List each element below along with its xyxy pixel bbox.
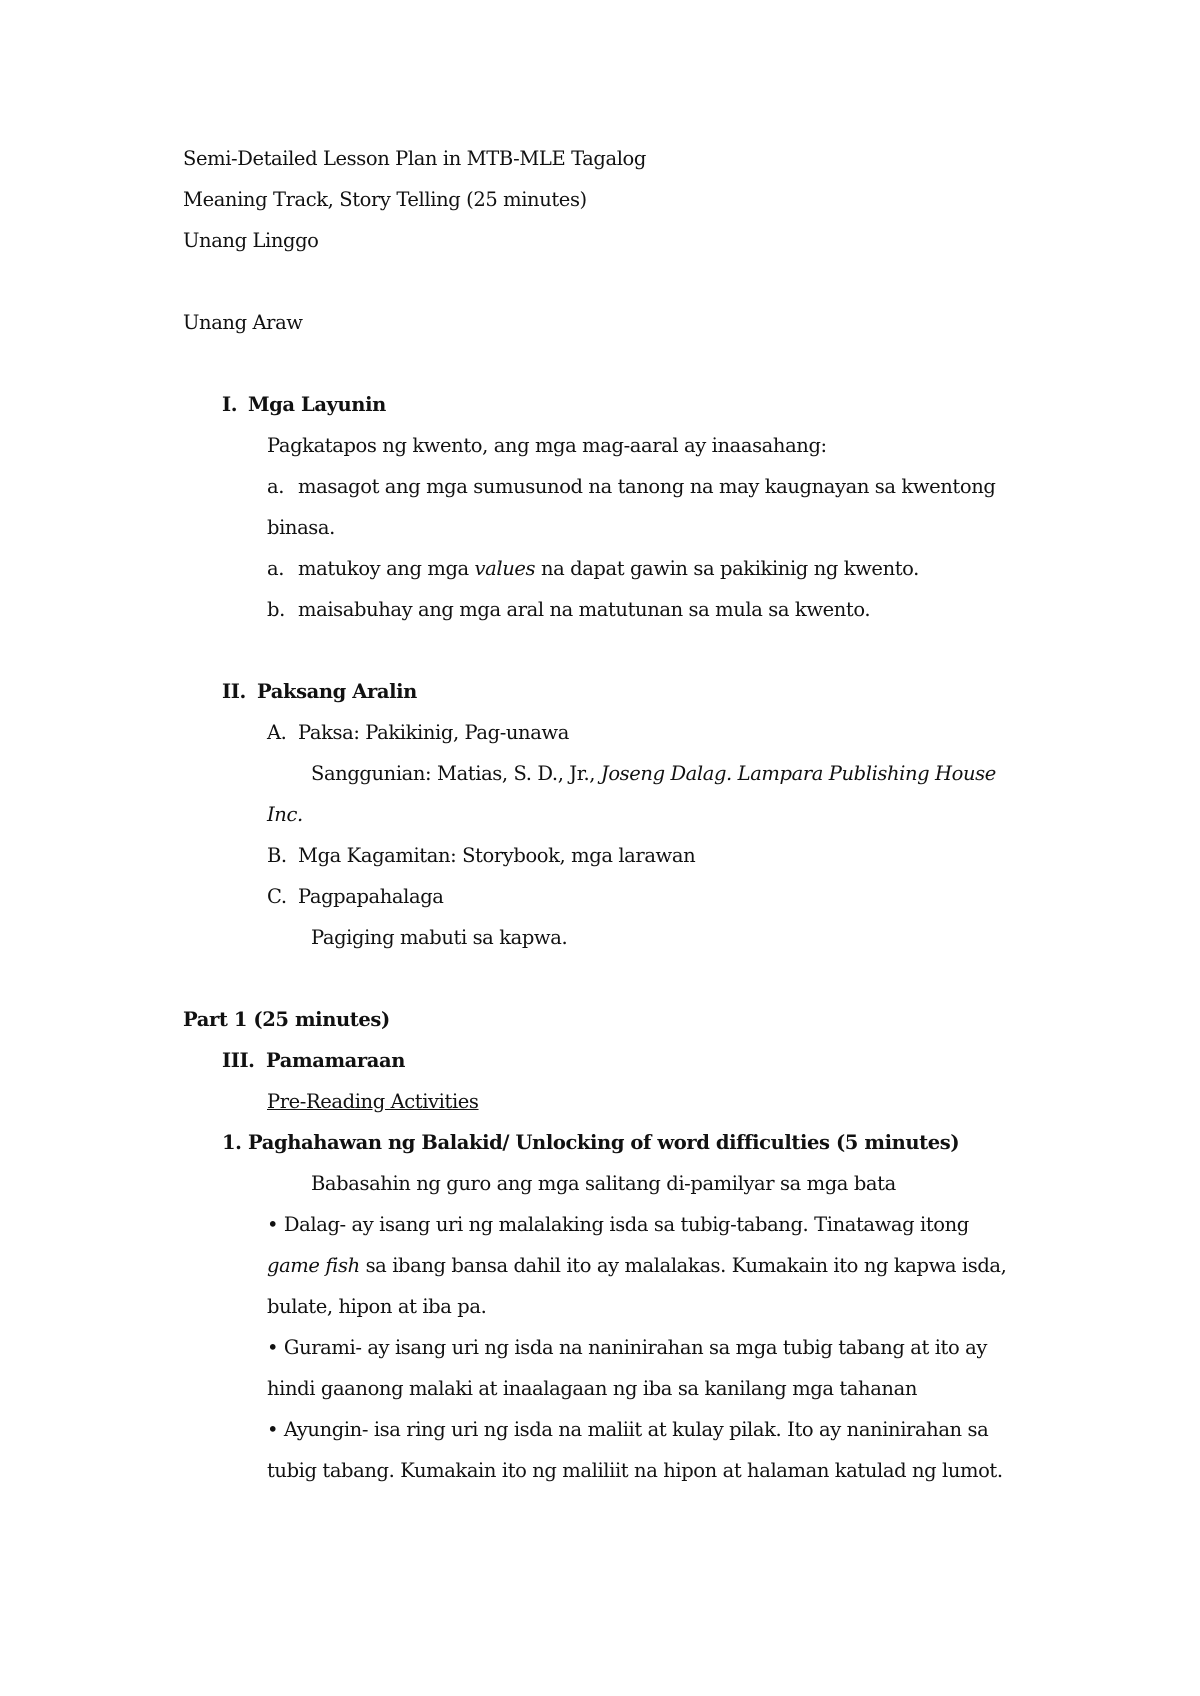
step-heading (222, 1129, 959, 1157)
vocab-item-gurami (267, 1334, 987, 1362)
pre-reading-subheading: Pre-Reading Activities (267, 1090, 479, 1113)
objective-item (267, 596, 870, 624)
objective-marker: a. (267, 475, 285, 498)
step-heading-text: Paghahawan ng Balakid/ Unlocking of word difficulties (5 minutes) (248, 1131, 960, 1154)
topic-text: Pagpapahalaga (298, 885, 444, 908)
section-heading-pamamaraan (222, 1047, 405, 1075)
section-numeral: II. (222, 680, 246, 703)
vocab-text: Dalag- ay isang uri ng malalaking isda sa tubig-tabang. Tinatawag itong (283, 1213, 969, 1236)
topic-text: Mga Kagamitan: Storybook, mga larawan (298, 844, 696, 867)
bullet-icon: • (267, 1336, 279, 1359)
objective-text-continued: binasa. (267, 516, 335, 539)
vocab-text-continued: bulate, hipon at iba pa. (267, 1295, 487, 1318)
vocab-text: Gurami- ay isang uri ng isda na naninirahan sa mga tubig tabang at ito ay (283, 1336, 987, 1359)
objectives-intro: Pagkatapos ng kwento, ang mga mag-aaral ay inaasahang: (267, 434, 827, 457)
topic-text: Paksa: Pakikinig, Pag-unawa (298, 721, 569, 744)
vocab-item-dalag (267, 1211, 969, 1239)
objective-text: na dapat gawin sa pakikinig ng kwento. (535, 557, 919, 580)
reference-line (311, 760, 996, 788)
vocab-text-continued: hindi gaanong malaki at inaalagaan ng iba sa kanilang mga tahanan (267, 1377, 917, 1400)
section-heading-text: Pamamaraan (266, 1049, 406, 1072)
vocab-text-italic: game fish (267, 1254, 360, 1277)
value-text: Pagiging mabuti sa kapwa. (311, 926, 568, 949)
bullet-icon: • (267, 1213, 279, 1236)
document-title: Semi-Detailed Lesson Plan in MTB-MLE Tagalog (183, 147, 646, 170)
topic-marker: B. (267, 844, 287, 867)
topic-item (267, 719, 569, 747)
objective-text: masagot ang mga sumusunod na tanong na may kaugnayan sa kwentong (298, 475, 996, 498)
topic-marker: A. (267, 721, 287, 744)
topic-item (267, 842, 695, 870)
vocab-text: Ayungin- isa ring uri ng isda na maliit at kulay pilak. Ito ay naninirahan sa (283, 1418, 989, 1441)
section-numeral: III. (222, 1049, 255, 1072)
vocab-item-dalag-continued (267, 1252, 1006, 1280)
objective-marker: a. (267, 557, 285, 580)
objective-text: maisabuhay ang mga aral na matutunan sa mula sa kwento. (298, 598, 871, 621)
day-label: Unang Araw (183, 311, 303, 334)
section-heading-layunin (222, 391, 386, 419)
objective-marker: b. (267, 598, 285, 621)
vocab-item-ayungin (267, 1416, 988, 1444)
objective-text: matukoy ang mga (298, 557, 475, 580)
objective-text-italic: values (474, 557, 536, 580)
vocab-text: sa ibang bansa dahil ito ay malalakas. Kumakain ito ng kapwa isda, (359, 1254, 1007, 1277)
objective-item (267, 555, 919, 583)
section-heading-text: Mga Layunin (248, 393, 386, 416)
section-numeral: I. (222, 393, 238, 416)
topic-marker: C. (267, 885, 287, 908)
objective-item (267, 473, 995, 501)
step-intro: Babasahin ng guro ang mga salitang di-pamilyar sa mga bata (311, 1172, 896, 1195)
topic-item (267, 883, 444, 911)
part-title: Part 1 (25 minutes) (183, 1008, 390, 1031)
week-label: Unang Linggo (183, 229, 319, 252)
section-heading-text: Paksang Aralin (257, 680, 417, 703)
reference-label: Sanggunian: Matias, S. D., Jr., (311, 762, 601, 785)
reference-title-continued: Inc. (267, 803, 303, 826)
vocab-text-continued: tubig tabang. Kumakain ito ng maliliit na hipon at halaman katulad ng lumot. (267, 1459, 1003, 1482)
step-marker: 1. (222, 1131, 242, 1154)
section-heading-paksang-aralin (222, 678, 417, 706)
bullet-icon: • (267, 1418, 279, 1441)
document-subtitle: Meaning Track, Story Telling (25 minutes) (183, 188, 587, 211)
reference-title: Joseng Dalag. Lampara Publishing House (600, 762, 996, 785)
